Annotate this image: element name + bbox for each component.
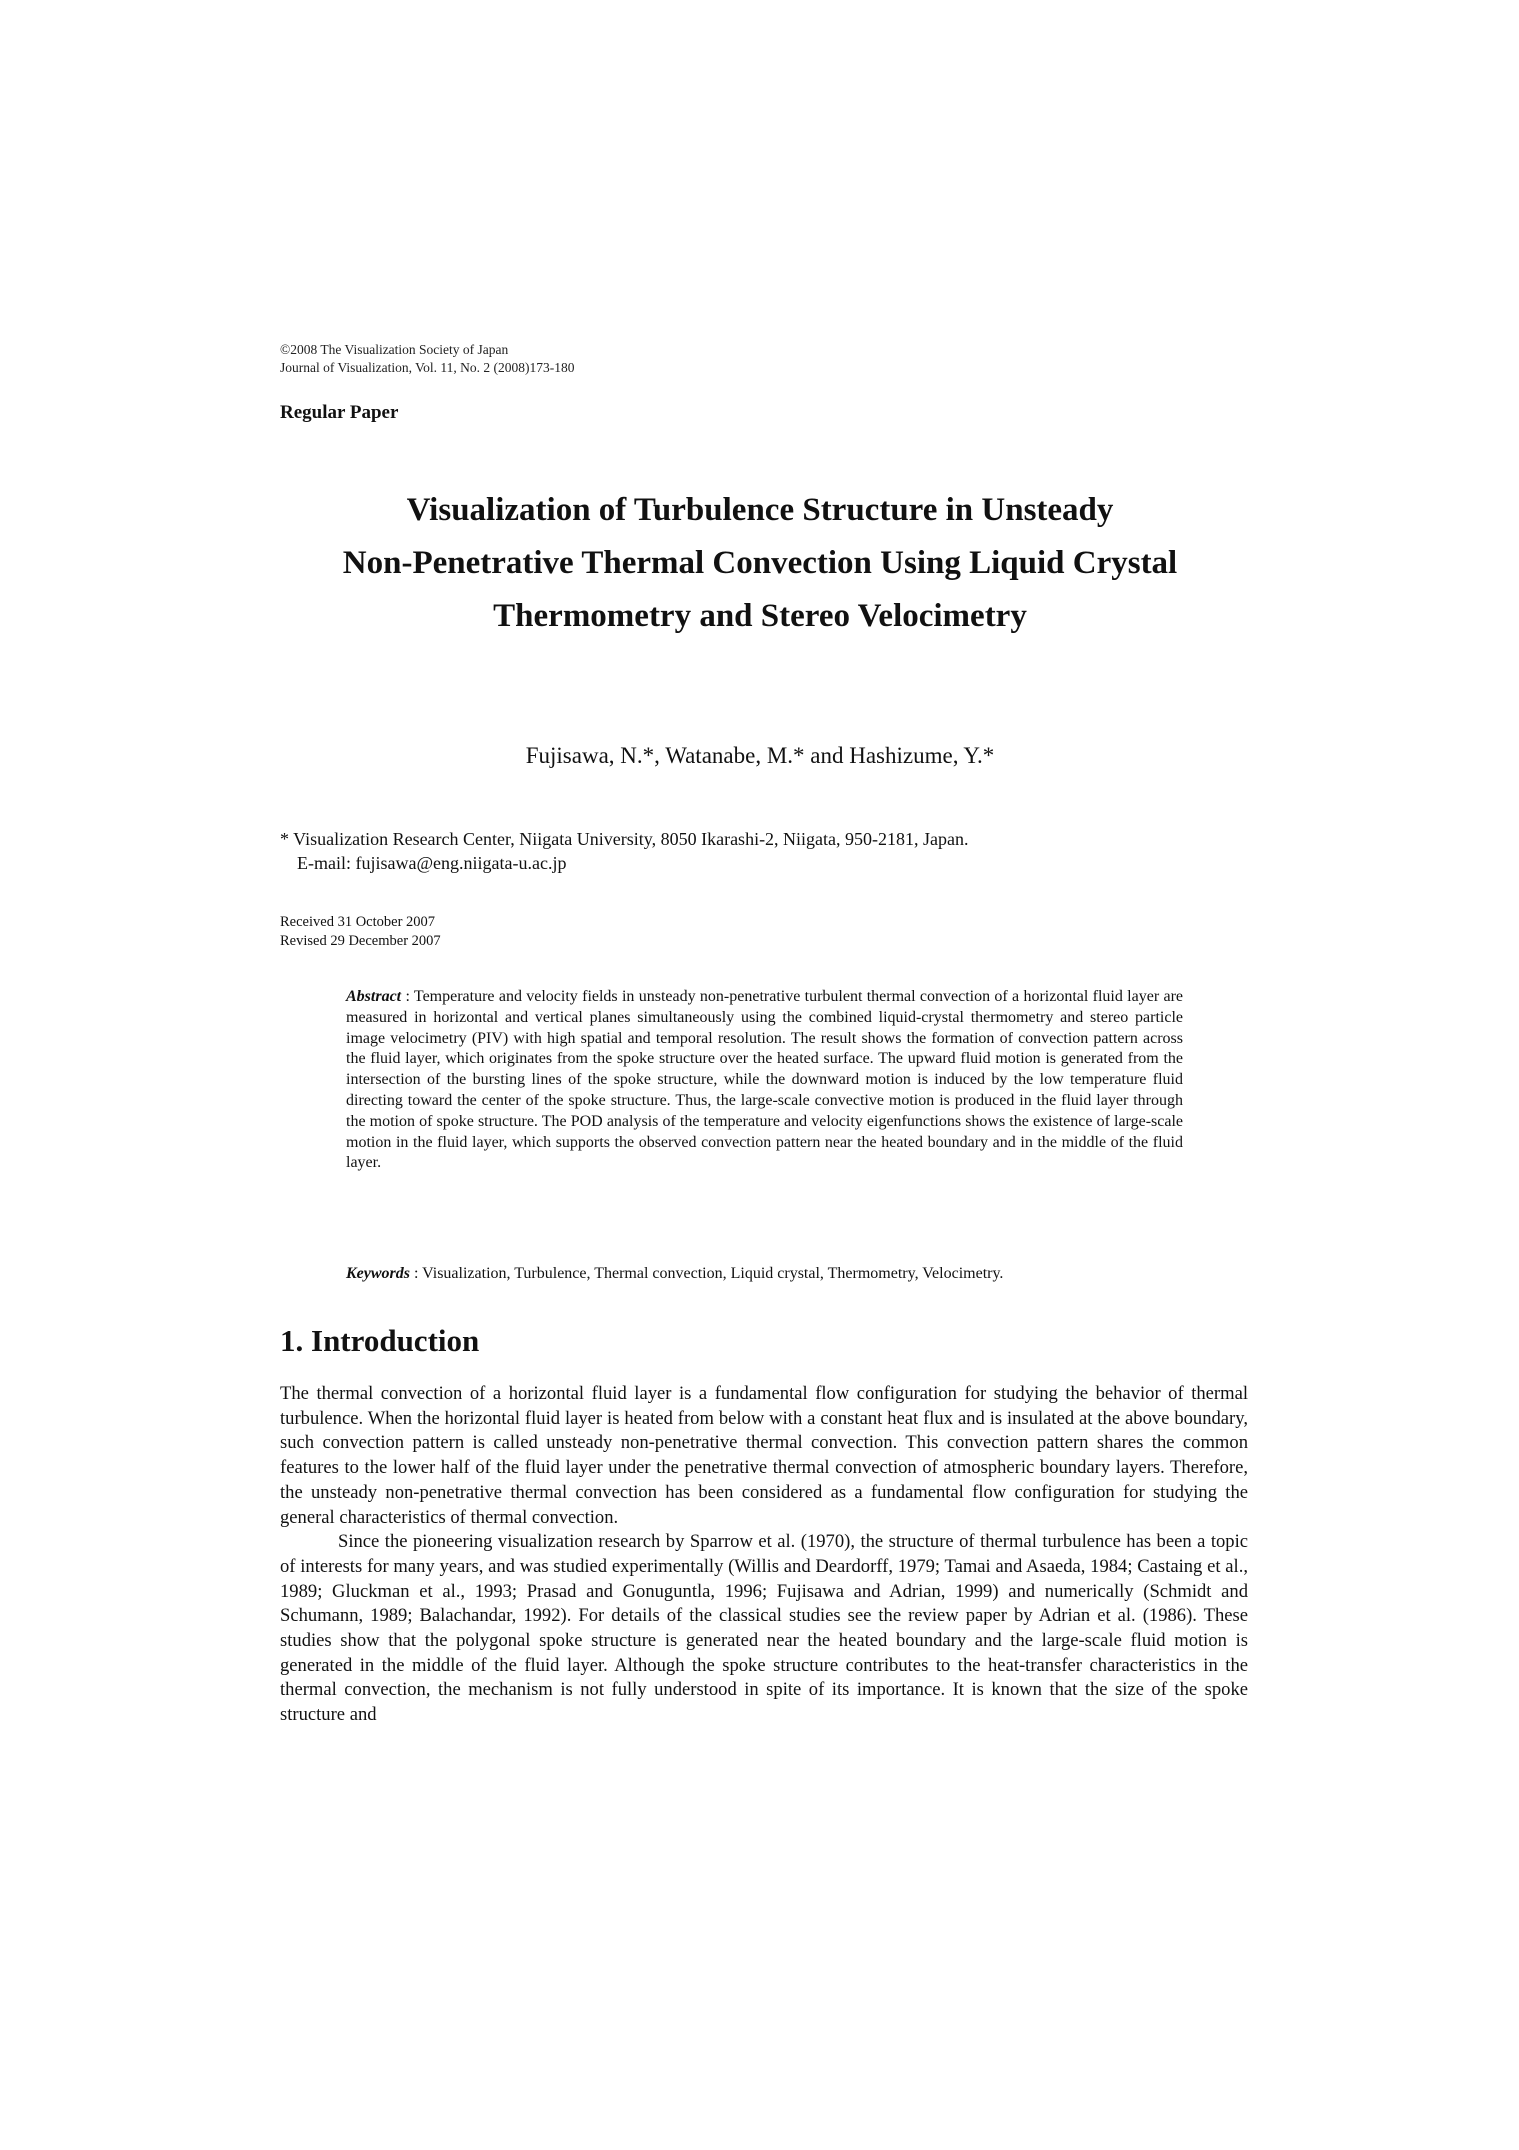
author-list: Fujisawa, N.*, Watanabe, M.* and Hashizume, Y.* [525, 743, 995, 768]
abstract-text: Temperature and velocity fields in unsteady non-penetrative turbulent thermal convection of a horizontal fluid layer are measured in horizontal and vertical planes simultaneously using the combined liquid-crystal thermometry and stereo particle image velocimetry (PIV) with high spatial and temporal resolution. The result shows the formation of convection pattern across the fluid layer, which originates from the spoke structure over the heated surface. The upward fluid motion is generated from the intersection of the bursting lines of the spoke structure, while the downward motion is induced by the low temperature fluid directing toward the center of the spoke structure. Thus, the large-scale convective motion is produced in the fluid layer through the motion of spoke structure. The POD analysis of the temperature and velocity eigenfunctions shows the existence of large-scale motion in the fluid layer, which supports the observed convection pattern near the heated boundary and in the middle of the fluid layer. [346, 988, 1184, 1172]
journal-citation: Journal of Visualization, Vol. 11, No. 2 (2008)173-180 [280, 360, 575, 375]
received-date: Received 31 October 2007 [280, 914, 436, 930]
submission-dates [280, 913, 441, 951]
revised-date: Revised 29 December 2007 [280, 933, 441, 949]
keywords-label: Keywords [346, 1265, 410, 1282]
abstract-separator: : [401, 988, 414, 1005]
copyright-line: ©2008 The Visualization Society of Japan [280, 342, 509, 357]
keywords-text: Visualization, Turbulence, Thermal convection, Liquid crystal, Thermometry, Velocimetry. [422, 1265, 1004, 1282]
keywords-separator: : [410, 1265, 423, 1282]
title-line-2: Non-Penetrative Thermal Convection Using Liquid Crystal [342, 545, 1178, 581]
author-email: E-mail: fujisawa@eng.niigata-u.ac.jp [297, 853, 567, 873]
affiliation-address: * Visualization Research Center, Niigata University, 8050 Ikarashi-2, Niigata, 950-2181, Japan. [280, 829, 969, 849]
title-line-1: Visualization of Turbulence Structure in Unsteady [406, 492, 1114, 528]
abstract-label: Abstract [346, 988, 402, 1005]
section-body [280, 1382, 1248, 1728]
keywords-block [346, 1264, 1183, 1285]
title-line-3: Thermometry and Stereo Velocimetry [493, 598, 1027, 634]
body-paragraph-2: Since the pioneering visualization research by Sparrow et al. (1970), the structure of thermal turbulence has been a topic of interests for many years, and was studied experimentally (Willis and Deardorff, 1979; Tamai and Asaeda, 1984; Castaing et al., 1989; Gluckman et al., 1993; Prasad and Gonuguntla, 1996; Fujisawa and Adrian, 1999) and numerically (Schmidt and Schumann, 1989; Balachandar, 1992). For details of the classical studies see the review paper by Adrian et al. (1986). These studies show that the polygonal spoke structure is generated near the heated boundary and the large-scale fluid motion is generated in the middle of the fluid layer. Although the spoke structure contributes to the heat-transfer characteristics in the thermal convection, the mechanism is not fully understood in spite of its importance. It is known that the size of the spoke structure and [280, 1531, 1248, 1726]
journal-header [280, 341, 575, 377]
paper-type-label: Regular Paper [280, 402, 399, 423]
paper-title [240, 484, 1280, 643]
body-paragraph-1: The thermal convection of a horizontal fluid layer is a fundamental flow configuration for studying the behavior of thermal turbulence. When the horizontal fluid layer is heated from below with a constant heat flux and is insulated at the above boundary, such convection pattern is called unsteady non-penetrative thermal convection. This convection pattern shares the common features to the lower half of the fluid layer under the penetrative thermal convection of atmospheric boundary layers. Therefore, the unsteady non-penetrative thermal convection has been considered as a fundamental flow configuration for studying the general characteristics of thermal convection. [280, 1383, 1248, 1528]
section-heading: 1. Introduction [280, 1323, 480, 1358]
abstract-block [346, 987, 1183, 1174]
affiliation-block [280, 827, 969, 875]
